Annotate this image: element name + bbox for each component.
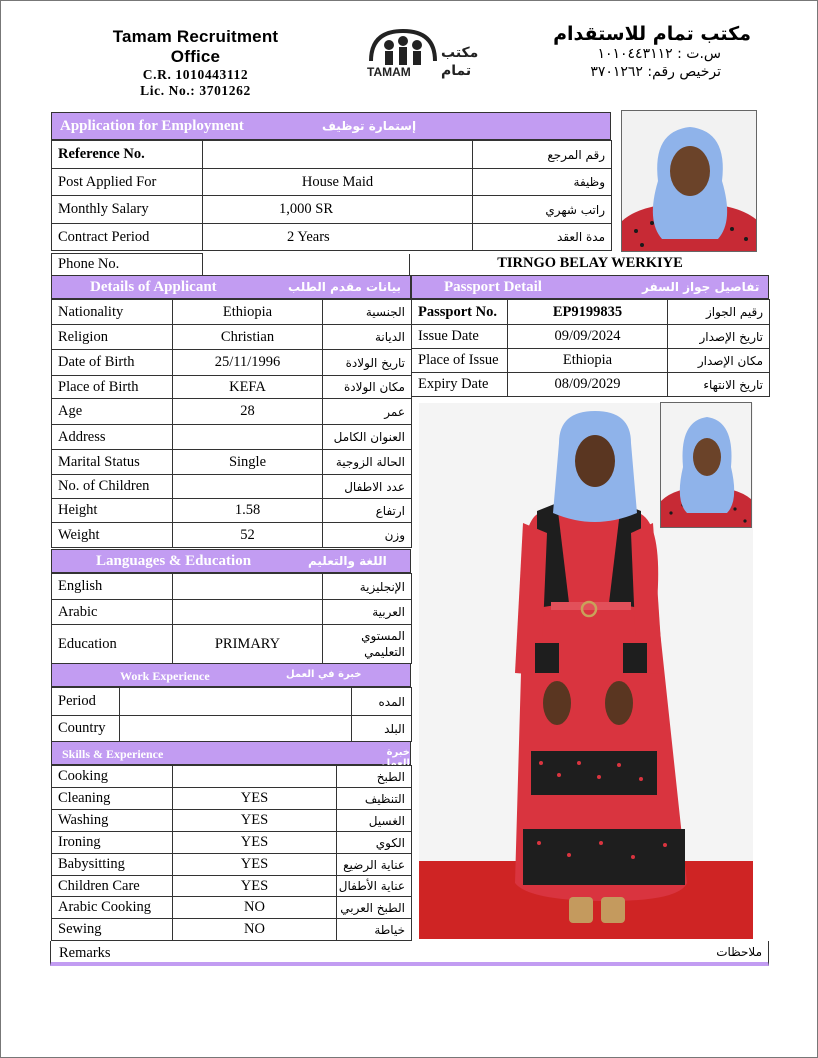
table-row bbox=[52, 788, 412, 810]
table-row bbox=[52, 600, 412, 625]
skills-title-ar: خبرة العمل bbox=[381, 747, 410, 769]
applicant-header bbox=[51, 275, 411, 299]
arabic-cooking-value: NO bbox=[173, 897, 337, 919]
country-label: Country bbox=[52, 716, 120, 742]
remarks-row bbox=[50, 941, 769, 966]
remarks-label: Remarks bbox=[59, 945, 111, 961]
expiry-date-label: Expiry Date bbox=[412, 373, 508, 397]
salary-label: Monthly Salary bbox=[52, 196, 203, 224]
passport-no-label-ar: رقيم الجواز bbox=[668, 300, 770, 325]
place-issue-label-ar: مكان الإصدار bbox=[668, 349, 770, 373]
post-label-ar: وظيفة bbox=[473, 169, 612, 196]
period-value bbox=[120, 688, 352, 716]
period-label: Period bbox=[52, 688, 120, 716]
table-row bbox=[52, 574, 412, 600]
washing-label: Washing bbox=[52, 810, 173, 832]
applicant-title-en: Details of Applicant bbox=[90, 279, 217, 295]
children-value bbox=[173, 475, 323, 499]
contract-label-ar: مدة العقد bbox=[473, 224, 612, 251]
children-care-label: Children Care bbox=[52, 876, 173, 897]
languages-table bbox=[51, 573, 412, 664]
table-row bbox=[412, 300, 770, 325]
post-label: Post Applied For bbox=[52, 169, 203, 196]
svg-text:مكتب: مكتب bbox=[441, 45, 479, 61]
cooking-label: Cooking bbox=[52, 766, 173, 788]
dob-value: 25/11/1996 bbox=[173, 350, 323, 376]
english-label: English bbox=[52, 574, 173, 600]
dob-label: Date of Birth bbox=[52, 350, 173, 376]
height-value: 1.58 bbox=[173, 499, 323, 523]
english-label-ar: الإنجليزية bbox=[323, 574, 412, 600]
applicant-full-name: TIRNGO BELAY WERKIYE bbox=[497, 255, 683, 271]
languages-header bbox=[51, 549, 411, 573]
sewing-label: Sewing bbox=[52, 919, 173, 941]
weight-label: Weight bbox=[52, 523, 173, 548]
arabic-label-ar: العربية bbox=[323, 600, 412, 625]
passport-table bbox=[411, 299, 770, 397]
age-label-ar: عمر bbox=[323, 399, 412, 425]
passport-title-ar: تفاصيل جواز السفر bbox=[642, 280, 760, 294]
pob-label: Place of Birth bbox=[52, 376, 173, 399]
skills-table bbox=[51, 765, 412, 941]
children-label-ar: عدد الاطفال bbox=[323, 475, 412, 499]
children-label: No. of Children bbox=[52, 475, 173, 499]
portrait-image bbox=[622, 111, 757, 252]
cleaning-label-ar: التنظيف bbox=[337, 788, 412, 810]
table-row bbox=[52, 499, 412, 523]
arabic-label: Arabic bbox=[52, 600, 173, 625]
nationality-label-ar: الجنسية bbox=[323, 300, 412, 325]
children-care-label-ar: عناية الأطفال bbox=[337, 876, 412, 897]
salary-value: 1,000 SR bbox=[203, 196, 473, 224]
passport-title-en: Passport Detail bbox=[444, 279, 542, 295]
cleaning-value: YES bbox=[173, 788, 337, 810]
period-label-ar: المده bbox=[352, 688, 412, 716]
babysitting-label: Babysitting bbox=[52, 854, 173, 876]
issue-date-label: Issue Date bbox=[412, 325, 508, 349]
table-row bbox=[52, 876, 412, 897]
phone-table bbox=[51, 253, 410, 276]
passport-no-label: Passport No. bbox=[412, 300, 508, 325]
place-issue-value: Ethiopia bbox=[508, 349, 668, 373]
washing-value: YES bbox=[173, 810, 337, 832]
nationality-label: Nationality bbox=[52, 300, 173, 325]
languages-title-ar: اللغة والتعليم bbox=[308, 554, 387, 568]
applicant-table bbox=[51, 299, 412, 548]
expiry-date-value: 08/09/2029 bbox=[508, 373, 668, 397]
table-row bbox=[52, 523, 412, 548]
washing-label-ar: الغسيل bbox=[337, 810, 412, 832]
table-row bbox=[52, 196, 612, 224]
marital-value: Single bbox=[173, 450, 323, 475]
languages-title-en: Languages & Education bbox=[96, 553, 252, 569]
tamam-logo bbox=[363, 23, 483, 79]
table-row bbox=[52, 141, 612, 169]
nationality-value: Ethiopia bbox=[173, 300, 323, 325]
contract-label: Contract Period bbox=[52, 224, 203, 251]
passport-header bbox=[411, 275, 769, 299]
country-value bbox=[120, 716, 352, 742]
cooking-value bbox=[173, 766, 337, 788]
svg-text:تمام: تمام bbox=[441, 63, 472, 79]
applicant-title-ar: بيانات مقدم الطلب bbox=[288, 280, 402, 294]
work-header bbox=[51, 663, 411, 687]
cooking-label-ar: الطبخ bbox=[337, 766, 412, 788]
passport-no-value: EP9199835 bbox=[508, 300, 668, 325]
skills-header bbox=[51, 741, 411, 769]
marital-label-ar: الحالة الزوجية bbox=[323, 450, 412, 475]
contract-value: 2 Years bbox=[203, 224, 473, 251]
salary-label-ar: راتب شهري bbox=[473, 196, 612, 224]
expiry-date-label-ar: تاريخ الانتهاء bbox=[668, 373, 770, 397]
pob-value: KEFA bbox=[173, 376, 323, 399]
dob-label-ar: تاريخ الولادة bbox=[323, 350, 412, 376]
table-row bbox=[412, 325, 770, 349]
ironing-value: YES bbox=[173, 832, 337, 854]
table-row bbox=[52, 300, 412, 325]
marital-label: Marital Status bbox=[52, 450, 173, 475]
address-value bbox=[173, 425, 323, 450]
weight-value: 52 bbox=[173, 523, 323, 548]
height-label: Height bbox=[52, 499, 173, 523]
babysitting-value: YES bbox=[173, 854, 337, 876]
education-label: Education bbox=[52, 625, 173, 664]
reference-label: Reference No. bbox=[52, 141, 203, 169]
table-row bbox=[52, 169, 612, 196]
education-label-ar: المستوي التعليمي bbox=[323, 625, 412, 664]
table-row bbox=[52, 224, 612, 251]
issue-date-label-ar: تاريخ الإصدار bbox=[668, 325, 770, 349]
applicant-photo-passport bbox=[660, 402, 752, 528]
company-name-en: Tamam Recruitment Office bbox=[112, 27, 279, 66]
table-row bbox=[52, 425, 412, 450]
application-title-en: Application for Employment bbox=[60, 118, 244, 134]
weight-label-ar: وزن bbox=[323, 523, 412, 548]
table-row bbox=[412, 373, 770, 397]
work-title-en: Work Experience bbox=[120, 669, 210, 683]
table-row bbox=[52, 919, 412, 941]
phone-value bbox=[203, 254, 410, 276]
religion-label-ar: الديانة bbox=[323, 325, 412, 350]
table-row bbox=[52, 376, 412, 399]
application-header bbox=[51, 112, 611, 140]
babysitting-label-ar: عناية الرضيع bbox=[337, 854, 412, 876]
religion-label: Religion bbox=[52, 325, 173, 350]
cleaning-label: Cleaning bbox=[52, 788, 173, 810]
age-value: 28 bbox=[173, 399, 323, 425]
work-table bbox=[51, 687, 412, 742]
table-row bbox=[52, 450, 412, 475]
table-row bbox=[52, 688, 412, 716]
table-row bbox=[412, 349, 770, 373]
address-label-ar: العنوان الكامل bbox=[323, 425, 412, 450]
place-issue-label: Place of Issue bbox=[412, 349, 508, 373]
table-row bbox=[52, 625, 412, 664]
passport-photo-image bbox=[661, 403, 752, 528]
table-row bbox=[52, 716, 412, 742]
table-row bbox=[52, 832, 412, 854]
cr-number-en: C.R. 1010443112 bbox=[142, 67, 249, 82]
application-title-ar: إستمارة توظيف bbox=[322, 119, 417, 133]
sewing-label-ar: خياطة bbox=[337, 919, 412, 941]
country-label-ar: البلد bbox=[352, 716, 412, 742]
table-row bbox=[52, 254, 410, 276]
header-company-ar bbox=[531, 23, 751, 81]
company-name-ar: مكتب تمام للاستقدام bbox=[553, 23, 751, 45]
table-row bbox=[52, 475, 412, 499]
table-row bbox=[52, 766, 412, 788]
religion-value: Christian bbox=[173, 325, 323, 350]
application-table bbox=[51, 140, 612, 251]
header-company-en bbox=[93, 27, 298, 99]
arabic-cooking-label: Arabic Cooking bbox=[52, 897, 173, 919]
table-row bbox=[52, 854, 412, 876]
license-number-en: Lic. No.: 3701262 bbox=[140, 83, 251, 98]
education-value: PRIMARY bbox=[173, 625, 323, 664]
work-title-ar: خبرة في العمل bbox=[286, 669, 362, 680]
table-row bbox=[52, 325, 412, 350]
arabic-cooking-label-ar: الطبخ العربي bbox=[337, 897, 412, 919]
address-label: Address bbox=[52, 425, 173, 450]
skills-title-en: Skills & Experience bbox=[62, 747, 164, 761]
reference-label-ar: رقم المرجع bbox=[473, 141, 612, 169]
ironing-label-ar: الكوي bbox=[337, 832, 412, 854]
sewing-value: NO bbox=[173, 919, 337, 941]
applicant-photo-small bbox=[621, 110, 757, 252]
table-row bbox=[52, 810, 412, 832]
table-row bbox=[52, 897, 412, 919]
ironing-label: Ironing bbox=[52, 832, 173, 854]
arabic-value bbox=[173, 600, 323, 625]
post-value: House Maid bbox=[203, 169, 473, 196]
reference-value bbox=[203, 141, 473, 169]
children-care-value: YES bbox=[173, 876, 337, 897]
table-row bbox=[52, 399, 412, 425]
phone-label: Phone No. bbox=[52, 254, 203, 276]
remarks-label-ar: ملاحظات bbox=[716, 945, 762, 959]
pob-label-ar: مكان الولادة bbox=[323, 376, 412, 399]
license-number-ar: ترخيص رقم: ٣٧٠١٢٦٢ bbox=[590, 64, 721, 80]
logo-text: TAMAM bbox=[367, 65, 411, 79]
english-value bbox=[173, 574, 323, 600]
issue-date-value: 09/09/2024 bbox=[508, 325, 668, 349]
table-row bbox=[52, 350, 412, 376]
height-label-ar: ارتفاع bbox=[323, 499, 412, 523]
age-label: Age bbox=[52, 399, 173, 425]
cr-number-ar: س.ت : ١٠١٠٤٤٣١١٢ bbox=[597, 46, 721, 62]
